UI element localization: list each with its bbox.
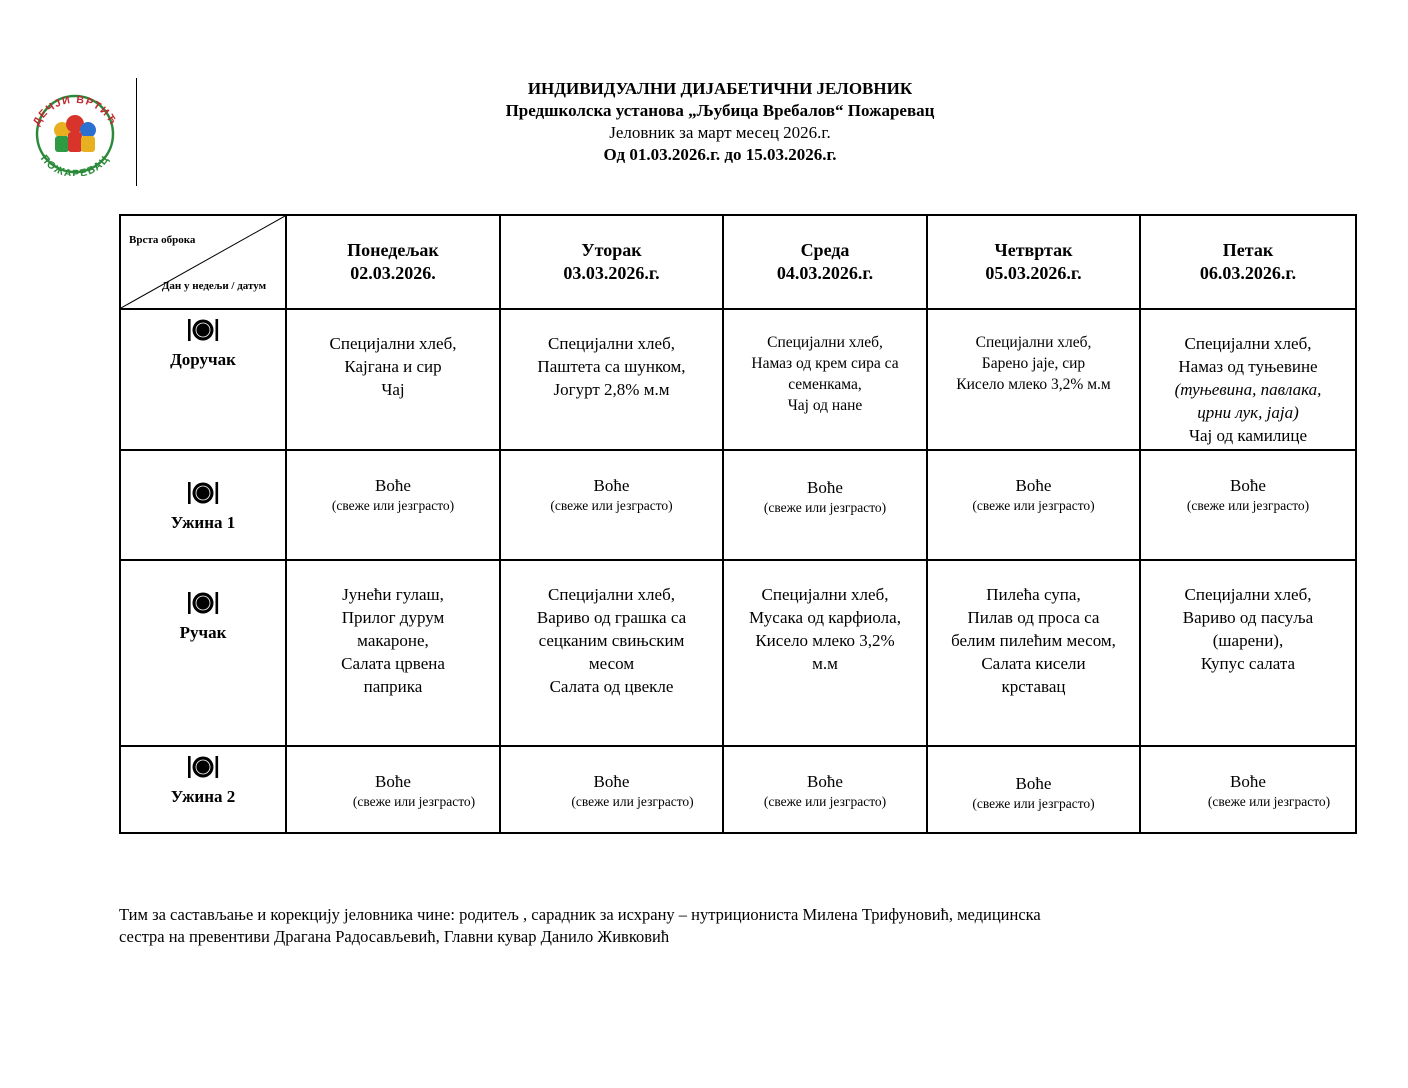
- meal-name: Ужина 2: [170, 786, 236, 806]
- menu-cell: [1140, 309, 1356, 449]
- menu-cell: [927, 309, 1140, 449]
- menu-cell: [723, 450, 927, 560]
- menu-line: белим пилећим месом,: [951, 631, 1116, 651]
- day-name: Четвртак: [994, 240, 1073, 261]
- menu-line: Купус салата: [1200, 654, 1296, 674]
- fruit-label: Воће: [1230, 771, 1266, 791]
- menu-line: Салата од цвекле: [549, 677, 674, 697]
- footer-line: сестра на превентиви Драгана Радосављевић, Главни кувар Данило Живковић: [119, 927, 670, 946]
- menu-line: Чај: [381, 380, 405, 400]
- institution-name: Предшколска установа „Љубица Вребалов“ Пожаревац: [505, 101, 935, 120]
- menu-line: Специјални хлеб,: [975, 334, 1092, 352]
- day-name: Среда: [800, 240, 850, 261]
- menu-line: Салата кисели: [981, 654, 1086, 674]
- fruit-label: Воће: [1230, 475, 1266, 495]
- menu-line: Специјални хлеб,: [548, 334, 675, 354]
- fruit-label: Воће: [375, 475, 411, 495]
- menu-cell: [286, 560, 500, 746]
- fruit-note: (свеже или језграсто): [763, 793, 887, 809]
- day-date: 02.03.2026.: [350, 263, 436, 284]
- menu-cell: [500, 450, 723, 560]
- corner-cell: [120, 215, 286, 309]
- fruit-label: Воће: [807, 771, 843, 791]
- fruit-note: (свеже или језграсто): [331, 497, 455, 513]
- menu-line: Специјални хлеб,: [329, 334, 457, 354]
- menu-table: [119, 214, 1357, 834]
- menu-cell: [286, 309, 500, 449]
- fruit-note: (свеже или језграсто): [352, 793, 476, 809]
- menu-line: Специјални хлеб,: [1184, 585, 1312, 605]
- snack1-row: [120, 450, 1356, 560]
- menu-line: Чај од нане: [787, 397, 863, 415]
- logo-bottom-text: ПОЖАРЕВАЦ: [38, 152, 112, 176]
- menu-cell: [500, 560, 723, 746]
- day-header: [286, 215, 500, 309]
- day-header: [500, 215, 723, 309]
- document-title: ИНДИВИДУАЛНИ ДИЈАБЕТИЧНИ ЈЕЛОВНИК: [527, 79, 913, 98]
- corner-meal-type-label: Врста оброка: [129, 234, 196, 247]
- menu-line: Салата црвена: [341, 654, 445, 674]
- menu-line: Кисело млеко 3,2%: [755, 631, 895, 651]
- meal-label-cell: [120, 746, 286, 833]
- fruit-label: Воће: [1015, 773, 1052, 793]
- menu-cell: [1140, 450, 1356, 560]
- day-name: Понедељак: [347, 240, 439, 261]
- menu-cell: [927, 746, 1140, 833]
- fruit-label: Воће: [593, 771, 630, 791]
- menu-cell: [723, 746, 927, 833]
- meal-label-cell: [120, 309, 286, 449]
- menu-line: Специјални хлеб,: [761, 585, 889, 605]
- menu-line: Мусака од карфиола,: [749, 608, 901, 628]
- day-name: Уторак: [581, 240, 642, 261]
- menu-cell: [927, 450, 1140, 560]
- menu-line: Чај од камилице: [1188, 426, 1308, 446]
- menu-cell: [1140, 746, 1356, 833]
- diagonal-line: [121, 216, 285, 308]
- menu-line: (шарени),: [1212, 631, 1284, 651]
- menu-line: м.м: [812, 654, 838, 674]
- day-date: 05.03.2026.г.: [985, 263, 1082, 284]
- menu-cell: [286, 450, 500, 560]
- plate-cutlery-icon: [186, 591, 220, 615]
- plate-cutlery-icon: [186, 481, 220, 505]
- fruit-note: (свеже или језграсто): [550, 497, 673, 513]
- menu-line: Пилећа супа,: [986, 585, 1081, 605]
- menu-line: крставац: [1001, 677, 1066, 697]
- menu-line: Кисело млеко 3,2% м.м: [956, 376, 1111, 394]
- menu-line: (туњевина, павлака,: [1174, 380, 1322, 400]
- menu-line: Специјални хлеб,: [767, 334, 883, 352]
- day-header: [1140, 215, 1356, 309]
- menu-line: Јогурт 2,8% м.м: [553, 380, 670, 400]
- fruit-label: Воће: [1015, 475, 1052, 495]
- menu-line: семенкама,: [788, 376, 862, 394]
- plate-cutlery-icon: [186, 318, 220, 342]
- footer-line: Тим за састављање и корекцију јеловника чине: родитељ , сарадник за исхрану – нутрициониста Милена Трифуновић, медицинска: [119, 905, 1041, 924]
- menu-cell: [500, 746, 723, 833]
- snack2-row: [120, 746, 1356, 833]
- menu-cell: [723, 309, 927, 449]
- menu-line: Паштета са шунком,: [537, 357, 686, 377]
- corner-day-date-label: Дан у недељи / датум: [161, 280, 267, 293]
- menu-cell: [500, 309, 723, 449]
- document-header: [340, 78, 1100, 166]
- fruit-note: (свеже или језграсто): [972, 497, 1095, 513]
- menu-line: макароне,: [357, 631, 429, 651]
- fruit-label: Воће: [375, 771, 411, 791]
- meal-label-cell: [120, 560, 286, 746]
- menu-line: Намаз од крем сира са: [751, 355, 899, 373]
- menu-line: месом: [588, 654, 635, 674]
- meal-name: Ручак: [179, 623, 227, 643]
- logo-top-text: ДЕЧЈИ ВРТИЋ: [30, 93, 120, 128]
- table-header-row: [120, 215, 1356, 309]
- menu-line: сецканим свињским: [538, 631, 685, 651]
- menu-line: Прилог дурум: [341, 608, 445, 628]
- kindergarten-logo: [22, 84, 128, 176]
- day-header: [723, 215, 927, 309]
- menu-line: Пилав од проса са: [967, 608, 1100, 628]
- breakfast-row: [120, 309, 1356, 449]
- menu-line: паприка: [363, 677, 423, 697]
- fruit-note: (свеже или језграсто): [1207, 793, 1331, 809]
- day-header: [927, 215, 1140, 309]
- menu-line: Специјални хлеб,: [1184, 334, 1312, 354]
- lunch-row: [120, 560, 1356, 746]
- plate-cutlery-icon: [186, 755, 220, 779]
- footer-note: [119, 904, 1299, 948]
- fruit-note: (свеже или језграсто): [1186, 497, 1310, 513]
- menu-month: Јеловник за март месец 2026.г.: [609, 123, 831, 142]
- logo-emblem-icon: [22, 84, 128, 176]
- menu-line: црни лук, јаја): [1197, 403, 1299, 423]
- day-date: 06.03.2026.г.: [1199, 263, 1297, 284]
- menu-line: Специјални хлеб,: [548, 585, 675, 605]
- day-date: 04.03.2026.г.: [776, 263, 874, 284]
- menu-period: Од 01.03.2026.г. до 15.03.2026.г.: [603, 145, 837, 164]
- menu-cell: [286, 746, 500, 833]
- fruit-label: Воће: [807, 477, 843, 497]
- day-date: 03.03.2026.г.: [563, 263, 660, 284]
- fruit-note: (свеже или језграсто): [571, 793, 694, 809]
- day-name: Петак: [1222, 240, 1274, 261]
- menu-cell: [1140, 560, 1356, 746]
- menu-line: Намаз од туњевине: [1178, 357, 1318, 377]
- logo-divider: [136, 78, 137, 186]
- fruit-note: (свеже или језграсто): [763, 499, 887, 515]
- menu-cell: [927, 560, 1140, 746]
- menu-line: Вариво од грашка са: [536, 608, 687, 628]
- menu-cell: [723, 560, 927, 746]
- meal-name: Доручак: [170, 350, 236, 370]
- menu-line: Барено јаје, сир: [981, 355, 1086, 373]
- menu-line: Јунећи гулаш,: [342, 585, 444, 605]
- meal-name: Ужина 1: [170, 512, 236, 532]
- meal-label-cell: [120, 450, 286, 560]
- fruit-note: (свеже или језграсто): [972, 795, 1095, 811]
- menu-line: Вариво од пасуља: [1182, 608, 1314, 628]
- menu-line: Кајгана и сир: [344, 357, 442, 377]
- fruit-label: Воће: [593, 475, 630, 495]
